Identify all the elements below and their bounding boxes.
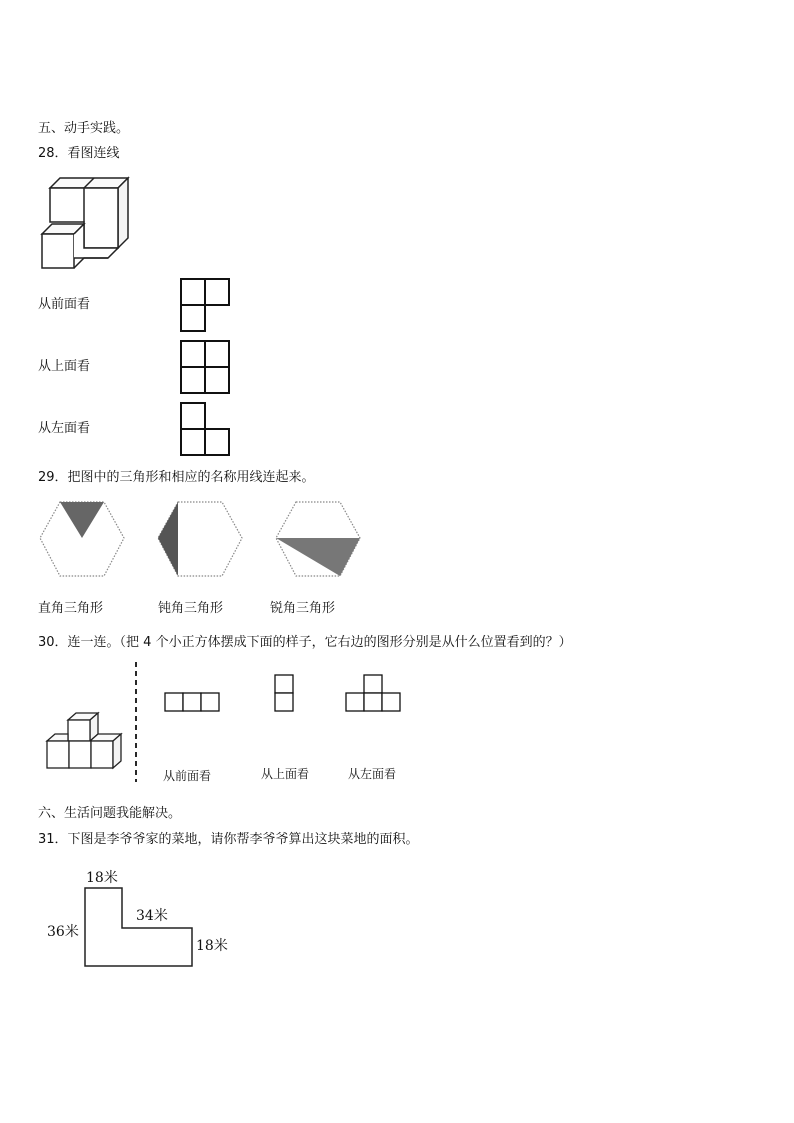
q29-hexagon-right-triangle: [38, 500, 128, 580]
q28-view-b: [180, 340, 232, 396]
question-28-title: 28．看图连线: [38, 146, 120, 161]
q31-dim-top: 18米: [86, 870, 118, 886]
section-5-heading: 五、动手实践。: [38, 121, 130, 136]
q29-label-obtuse: 钝角三角形: [158, 601, 224, 616]
q28-view-a: [180, 278, 232, 334]
q30-label-front: 从前面看: [163, 769, 212, 783]
section-6-heading: 六、生活问题我能解决。: [38, 806, 182, 821]
q28-label-left: 从左面看: [38, 421, 91, 436]
q30-dashed-divider: [134, 662, 138, 782]
q29-hexagon-obtuse-triangle: [156, 500, 246, 580]
q31-dim-inner: 34米: [136, 908, 168, 924]
q30-cube-figure: [45, 710, 131, 776]
q31-dim-right: 18米: [196, 938, 228, 954]
q29-hexagon-acute-triangle: [274, 500, 364, 580]
q30-label-left: 从左面看: [348, 767, 397, 781]
q31-dim-left: 36米: [47, 924, 79, 940]
q28-cube-figure: [38, 172, 138, 272]
q30-label-top: 从上面看: [261, 767, 310, 781]
question-30-title: 30．连一连。（把 4 个小正方体摆成下面的样子，它右边的图形分别是从什么位置看到的？）: [38, 635, 572, 650]
question-31-title: 31．下图是李爷爷家的菜地，请你帮李爷爷算出这块菜地的面积。: [38, 832, 419, 847]
q29-label-right: 直角三角形: [38, 601, 104, 616]
q28-view-c: [180, 402, 232, 458]
q29-label-acute: 锐角三角形: [270, 601, 336, 616]
question-29-title: 29．把图中的三角形和相应的名称用线连起来。: [38, 470, 315, 485]
q30-view-t-shape: [345, 674, 403, 714]
q30-view-row3: [164, 692, 222, 714]
q28-label-front: 从前面看: [38, 297, 91, 312]
q30-view-column2: [274, 674, 296, 714]
q28-label-top: 从上面看: [38, 359, 91, 374]
